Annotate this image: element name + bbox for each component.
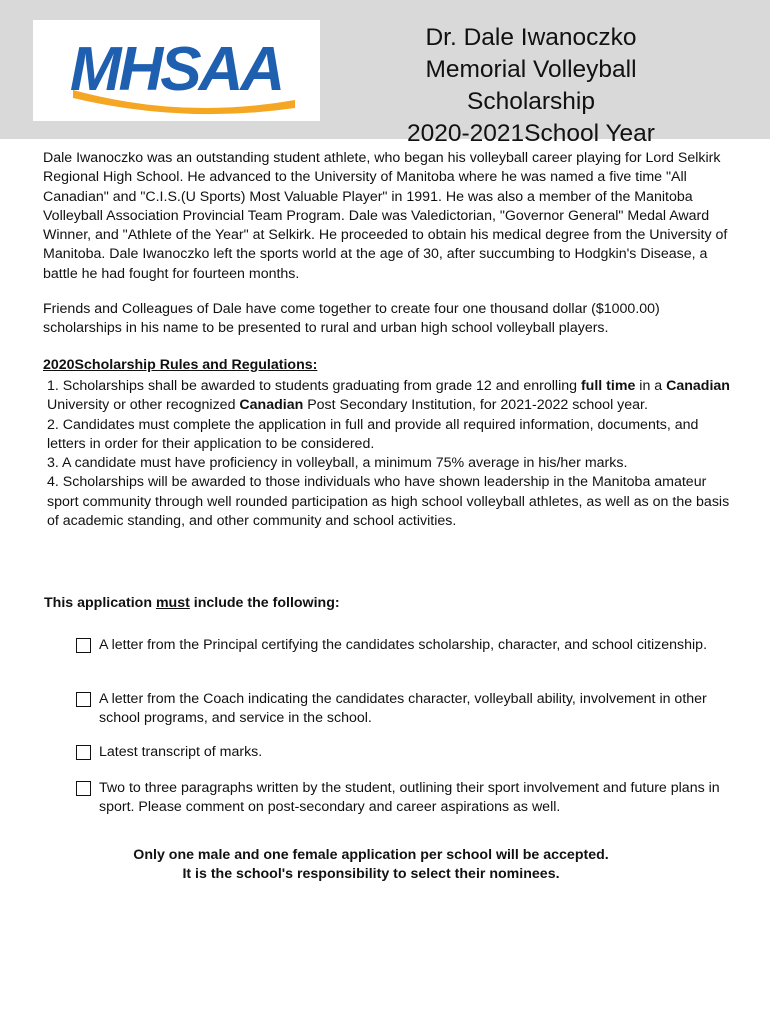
requirements-heading [44, 595, 340, 611]
rule-1-text: in a [635, 378, 667, 394]
requirement-item [76, 636, 726, 655]
logo-wordmark: MHSAA [69, 35, 283, 104]
title-line-3: Scholarship [466, 88, 595, 115]
requirements-heading-text: This application [44, 595, 156, 611]
requirement-checkbox[interactable] [76, 638, 91, 653]
rule-1-text: 1. Scholarships shall be awarded to students graduating from grade 12 and enrolling [47, 378, 581, 394]
requirement-text: Latest transcript of marks. [99, 744, 263, 760]
requirement-item [76, 690, 726, 729]
mhsaa-logo-graphic [33, 20, 320, 121]
closing-line-2: It is the school's responsibility to select their nominees. [182, 866, 560, 883]
requirements-heading-must: must [155, 595, 190, 611]
requirement-text: A letter from the Coach indicating the candidates character, volleyball ability, involvement in other school programs, and service in the school. [99, 691, 707, 727]
closing-line-1: Only one male and one female application per school will be accepted. [133, 847, 609, 863]
rule-1-emphasis-canadian: Canadian [666, 378, 730, 394]
title-line-2: Memorial Volleyball [425, 56, 637, 83]
requirement-item [76, 779, 726, 818]
requirement-item [76, 743, 726, 762]
requirement-checkbox[interactable] [76, 745, 91, 760]
rules-list [47, 377, 737, 531]
document-title [380, 22, 682, 150]
title-line-1: Dr. Dale Iwanoczko [425, 24, 637, 51]
rules-heading: 2020Scholarship Rules and Regulations: [43, 357, 318, 373]
rule-1-text: University or other recognized [47, 397, 240, 414]
closing-statement [0, 846, 770, 885]
intro-paragraph: Dale Iwanoczko was an outstanding student athlete, who began his volleyball career playing for Lord Selkirk Regional High School. He advanced to the University of Manitoba where he was named a five time "All Canadian" and "C.I.S.(U Sports) Most Valuable Player" in 1991. He was also a member of the Manitoba Volleyball Association Provincial Team Program. Dale was Valedictorian, "Governor General" Medal Award Winner, and "Athlete of the Year" at Selkirk. He proceeded to obtain his medical degree from the University of Manitoba. Dale Iwanoczko left the sports world at the age of 30, after succumbing to Hodgkin's Disease, a battle he had fought for fourteen months. [43, 150, 728, 282]
requirement-text: Two to three paragraphs written by the student, outlining their sport involvement and future plans in sport. Please comment on post-secondary and career aspirations as well. [99, 780, 720, 816]
friends-paragraph: Friends and Colleagues of Dale have come together to create four one thousand dollar ($1000.00) scholarships in his name to be presented to rural and urban high school volleyball players. [43, 301, 660, 337]
requirement-checkbox[interactable] [76, 692, 91, 707]
rule-3: 3. A candidate must have proficiency in volleyball, a minimum 75% average in his/her marks. [47, 455, 628, 472]
requirement-text: A letter from the Principal certifying the candidates scholarship, character, and school citizenship. [99, 637, 708, 653]
rule-1-emphasis-full-time: full time [580, 378, 636, 394]
title-line-4: 2020-2021School Year [407, 120, 655, 147]
requirement-checkbox[interactable] [76, 781, 91, 796]
mhsaa-logo [33, 20, 320, 121]
rule-1-emphasis-canadian: Canadian [239, 397, 304, 414]
requirements-heading-text: include the following: [189, 595, 340, 611]
rule-1 [47, 377, 737, 416]
rule-1-text: Post Secondary Institution, for 2021-2022 school year. [303, 397, 648, 414]
rule-2: 2. Candidates must complete the application in full and provide all required information, documents, and letters in order for their application to be considered. [47, 416, 699, 452]
rule-4: 4. Scholarships will be awarded to those individuals who have shown leadership in the Manitoba amateur sport community through well rounded participation as high school volleyball athletes, as well as on the basis of academic standing, and other community and school activities. [47, 474, 730, 530]
